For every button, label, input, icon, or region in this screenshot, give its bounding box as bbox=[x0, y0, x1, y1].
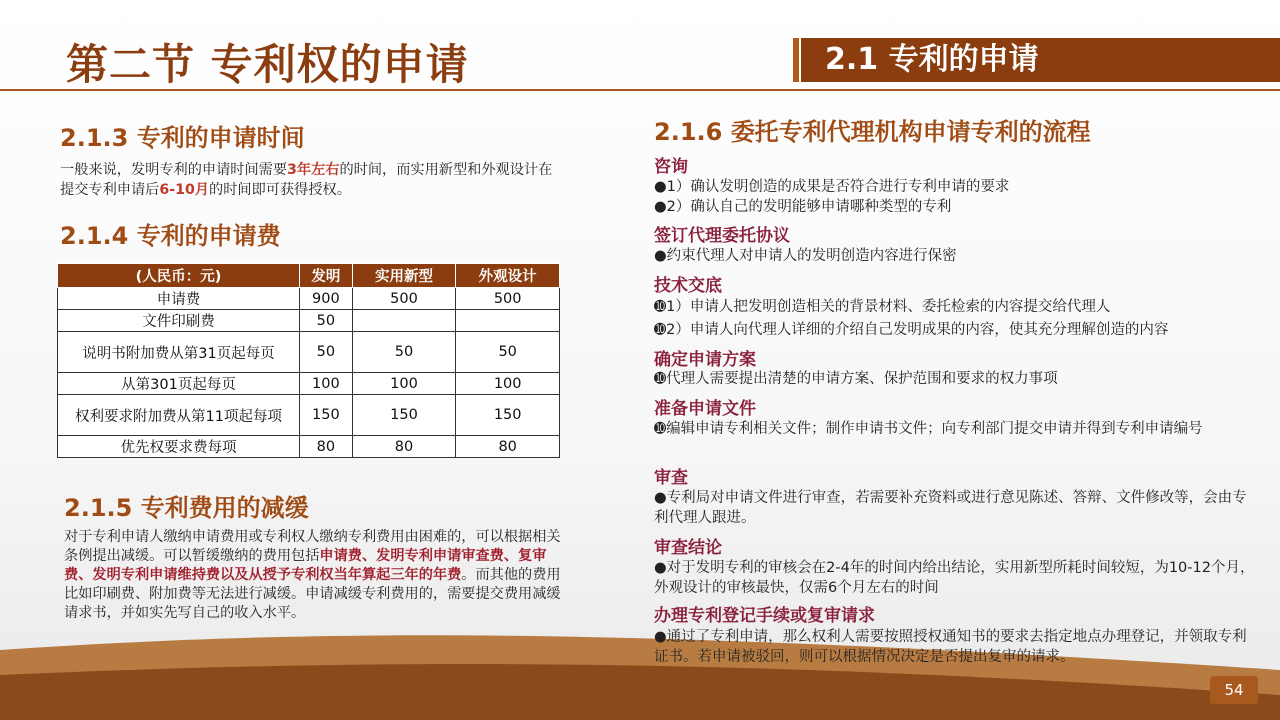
step-consult-title: 咨询 bbox=[654, 157, 688, 177]
table-cell: 150 bbox=[456, 395, 560, 436]
step-registration-title: 办理专利登记手续或复审请求 bbox=[654, 606, 875, 626]
table-cell: 优先权要求费每项 bbox=[58, 436, 300, 458]
table-cell: 从第301页起每页 bbox=[58, 373, 300, 395]
step-documents-title: 准备申请文件 bbox=[654, 399, 756, 419]
table-row bbox=[58, 373, 560, 395]
table-cell: 说明书附加费从第31页起每页 bbox=[58, 332, 300, 373]
table-row bbox=[58, 332, 560, 373]
banner-stripe bbox=[793, 38, 799, 82]
step-plan-title: 确定申请方案 bbox=[654, 350, 756, 370]
step-conclusion-item: ●对于发明专利的审核会在2-4年的时间内给出结论，实用新型所耗时间较短，为10-12个月，外观设计的审核最快，仅需6个月左右的时间 bbox=[654, 560, 1255, 596]
table-cell: 100 bbox=[352, 373, 456, 395]
step-disclosure-item: ➓2）申请人向代理人详细的介绍自己发明成果的内容，使其充分理解创造的内容 bbox=[654, 322, 1169, 338]
step-disclosure-item: ➓1）申请人把发明创造相关的背景材料、委托检索的内容提交给代理人 bbox=[654, 299, 1111, 315]
heading-2-1-3: 2.1.3 专利的申请时间 bbox=[60, 124, 305, 152]
table-cell: 500 bbox=[352, 288, 456, 310]
table-row bbox=[58, 436, 560, 458]
step-consult-item: ●1）确认发明创造的成果是否符合进行专利申请的要求 bbox=[654, 179, 1010, 195]
table-cell: 申请费 bbox=[58, 288, 300, 310]
table-cell: 500 bbox=[456, 288, 560, 310]
title-divider bbox=[0, 89, 1280, 91]
table-cell: 150 bbox=[352, 395, 456, 436]
step-conclusion-title: 审查结论 bbox=[654, 538, 722, 558]
table-cell bbox=[456, 310, 560, 332]
table-cell: 100 bbox=[456, 373, 560, 395]
header-cell: 外观设计 bbox=[456, 264, 560, 288]
text-run: 的时间即可获得授权。 bbox=[209, 182, 351, 198]
step-documents-item: ➓编辑申请专利相关文件；制作申请书文件；向专利部门提交申请并得到专利申请编号 bbox=[654, 421, 1203, 437]
table-cell: 150 bbox=[300, 395, 353, 436]
header-cell: 发明 bbox=[300, 264, 353, 288]
table-row bbox=[58, 288, 560, 310]
table-cell: 50 bbox=[300, 310, 353, 332]
highlight-six-ten-months: 6-10月 bbox=[159, 182, 210, 198]
text-run: 对于专利申请人缴纳申请费用或专利权人缴纳专利费用由困难的，可以根据相关条例提出减缓。可以暂缓缴纳的费用包括 bbox=[64, 529, 561, 564]
step-disclosure-title: 技术交底 bbox=[654, 276, 722, 296]
heading-2-1-6: 2.1.6 委托专利代理机构申请专利的流程 bbox=[654, 118, 1091, 146]
table-cell: 50 bbox=[300, 332, 353, 373]
table-cell: 权利要求附加费从第11项起每项 bbox=[58, 395, 300, 436]
table-cell: 80 bbox=[300, 436, 353, 458]
table-cell bbox=[352, 310, 456, 332]
step-agreement-item: ●约束代理人对申请人的发明创造内容进行保密 bbox=[654, 248, 957, 264]
table-cell: 80 bbox=[456, 436, 560, 458]
table-row bbox=[58, 395, 560, 436]
highlight-three-years: 3年左右 bbox=[287, 162, 340, 178]
step-agreement-title: 签订代理委托协议 bbox=[654, 226, 790, 246]
step-consult-item: ●2）确认自己的发明能够申请哪种类型的专利 bbox=[654, 199, 952, 215]
table-row bbox=[58, 310, 560, 332]
table-cell: 50 bbox=[352, 332, 456, 373]
text-run: 。而其他的费用比如印刷费、附加费等无法进行减缓。申请减缓专利费用的，需要提交费用减缓请求书，并如实先写自己的收入水平。 bbox=[64, 567, 561, 621]
header-cell: (人民币：元) bbox=[58, 264, 300, 288]
section-banner: 2.1 专利的申请 bbox=[801, 38, 1280, 82]
heading-2-1-4: 2.1.4 专利的申请费 bbox=[60, 222, 281, 250]
table-cell: 100 bbox=[300, 373, 353, 395]
page-number: 54 bbox=[1210, 676, 1258, 704]
step-registration-item: ●通过了专利申请，那么权利人需要按照授权通知书的要求去指定地点办理登记，并领取专利证书。若申请被驳回，则可以根据情况决定是否提出复审的请求。 bbox=[654, 629, 1247, 665]
paragraph-fee-reduction bbox=[64, 528, 562, 623]
fee-table bbox=[57, 263, 560, 458]
step-examination-item: ●专利局对申请文件进行审查，若需要补充资料或进行意见陈述、答辩、文件修改等，会由专利代理人跟进。 bbox=[654, 490, 1247, 526]
text-run: 的时间，而实用新型和外观设计在提交专利申请后 bbox=[60, 162, 553, 198]
step-plan-item: ➓代理人需要提出清楚的申请方案、保护范围和要求的权力事项 bbox=[654, 371, 1058, 387]
paragraph-application-time bbox=[60, 160, 556, 200]
table-cell: 文件印刷费 bbox=[58, 310, 300, 332]
heading-2-1-5: 2.1.5 专利费用的减缓 bbox=[64, 494, 309, 522]
header-cell: 实用新型 bbox=[352, 264, 456, 288]
table-cell: 900 bbox=[300, 288, 353, 310]
table-cell: 80 bbox=[352, 436, 456, 458]
text-run: 一般来说，发明专利的申请时间需要 bbox=[60, 162, 288, 178]
step-examination-title: 审查 bbox=[654, 468, 688, 488]
slide-title: 第二节 专利权的申请 bbox=[66, 40, 469, 89]
fee-table-header bbox=[58, 264, 560, 288]
table-cell: 50 bbox=[456, 332, 560, 373]
highlight-deferrable-fees: 申请费、发明专利申请审查费、复审费、发明专利申请维持费以及从授予专利权当年算起三年的年费 bbox=[64, 548, 547, 583]
